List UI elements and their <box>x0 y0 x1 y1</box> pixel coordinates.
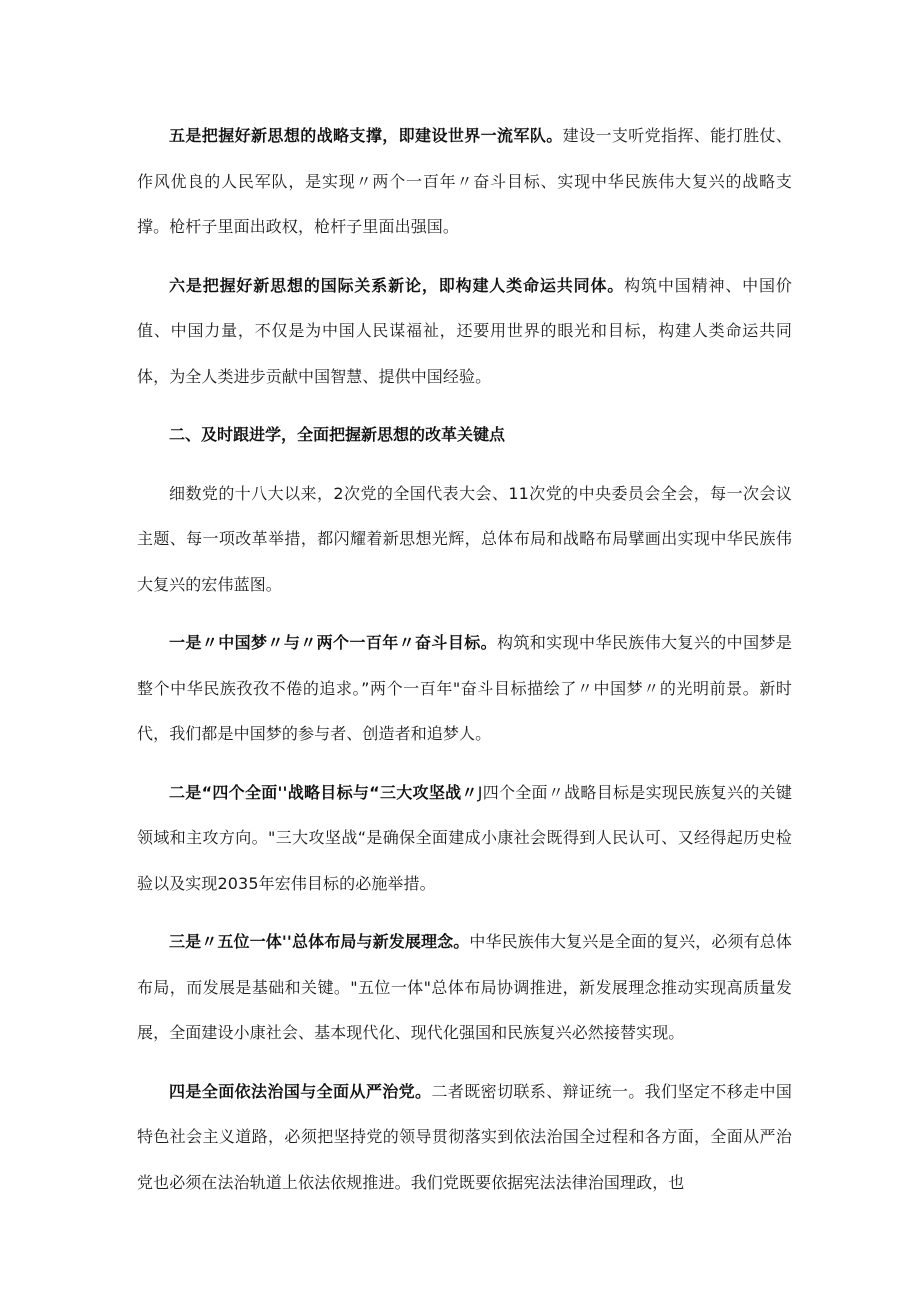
paragraph-lead: 五是把握好新思想的战略支撑，即建设世界一流军队。 <box>169 126 563 145</box>
paragraph-text: 二者既密切联系、辩证统一。我们坚定不移走中国特色社会主义道路，必须把坚持党的领导贯彻落实到依法治国全过程和各方面，全面从严治党也必须在法治轨道上依法依规推进。我们党既要依据宪法法律治国理政，也 <box>137 1081 793 1192</box>
paragraph-lead: 六是把握好新思想的国际关系新论，即构建人类命运共同体。 <box>169 275 625 295</box>
paragraph-text: J四个全面〃战略目标是实现民族复兴的关键领域和主攻方向。"三大攻坚战“是确保全面建成小康社会既得到人民认可、又经得起历史检验以及实现2035年宏伟目标的必施举措。 <box>137 782 792 893</box>
paragraph-lead: 四是全面依法治国与全面从严治党。 <box>169 1081 432 1101</box>
paragraph-text: 中华民族伟大复兴是全面的复兴，必须有总体布局，而发展是基础和关键。"五位一体"总体布局协调推进，新发展理念推动实现高质量发展，全面建设小康社会、基本现代化、现代化强国和民族复兴必然接替实现。 <box>137 932 792 1042</box>
paragraph-text: 构筑中国精神、中国价值、中国力量，不仅是为中国人民谋福祉，还要用世界的眼光和目标，构建人类命运共同体，为全人类进步贡献中国智慧、提供中国经验。 <box>137 275 792 386</box>
paragraph-point-five <box>137 113 792 250</box>
paragraph-point-three <box>137 919 792 1056</box>
paragraph-text: 构筑和实现中华民族伟大复兴的中国梦是整个中华民族孜孜不倦的追求。”两个一百年"奋斗目标描绘了〃中国梦〃的光明前景。新时代，我们都是中国梦的参与者、创造者和追梦人。 <box>137 633 792 743</box>
intro-paragraph: 细数党的十八大以来，2次党的全国代表大会、11次党的中央委员会全会，每一次会议主题、每一项改革举措，都闪耀着新思想光辉，总体布局和战略布局擘画出实现中华民族伟大复兴的宏伟蓝图。 <box>137 483 792 594</box>
paragraph-point-four <box>137 1069 792 1206</box>
paragraph-lead: 二是“四个全面''战略目标与“三大攻坚战〃 <box>169 782 478 802</box>
paragraph-point-six <box>137 263 792 400</box>
paragraph-point-one <box>137 620 792 757</box>
paragraph-text: 建设一支听党指挥、能打胜仗、作风优良的人民军队，是实现〃两个一百年〃奋斗目标、实现中华民族伟大复兴的战略支撑。枪杆子里面出政权，枪杆子里面出强国。 <box>137 126 793 236</box>
paragraph-lead: 一是〃中国梦〃与〃两个一百年〃奋斗目标。 <box>169 633 498 652</box>
paragraph-lead: 三是〃五位一体''总体布局与新发展理念。 <box>169 932 470 951</box>
paragraph-point-two <box>137 770 792 907</box>
section-heading: 二、及时跟进学，全面把握新思想的改革关键点 <box>169 425 506 444</box>
document-body <box>137 113 792 1218</box>
